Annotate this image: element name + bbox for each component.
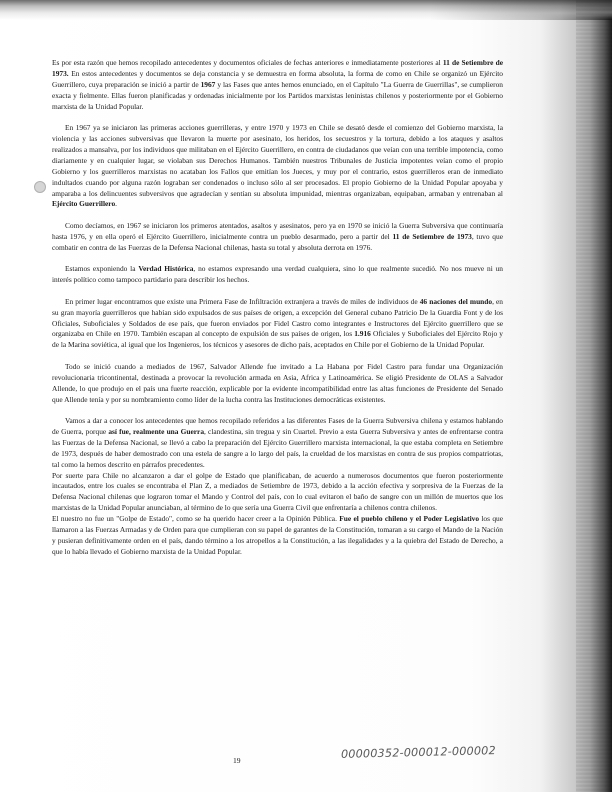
paragraph-5 (52, 297, 503, 352)
punch-hole (34, 181, 46, 193)
page-number: 19 (233, 756, 241, 765)
text-run: Como decíamos, en 1967 se iniciaron los primeros atentados, asaltos y asesinatos, pero ya en 1970 se inició la Guerra Subversiva que continuaría hasta 1976, y en ella operó el Ejército Guerrillero, inicialmente contra un pueblo desarmado, pero a partir del (52, 220, 503, 241)
paragraph-8 (52, 471, 503, 515)
text-run: En estos antecedentes y documentos se deja constancia y se demuestra en forma absoluta, la forma de como en Chile se organizó un Ejército Guerrillero, cuya preparación se inició a partir de (52, 68, 503, 89)
text-run: En primer lugar encontramos que existe una Primera Fase de Infiltración extranjera a través de miles de individuos de (65, 296, 420, 306)
paragraph-1 (52, 58, 503, 113)
text-run: , clandestina, sin tregua y sin Cuartel. Previo a esta Guerra Subversiva y antes de enfrentarse contra las Fuerzas de la Defensa Nacional, se llevó a cabo la preparación del Ejército Guerrillero marxista internacional, la que estaba completa en Setiembre de 1973, después de haber demostrado con una estela de sangre a lo largo del país, la crueldad de los marxistas en contra de sus propios compatriotas, tal como la hemos descrito en párrafos precedentes. (52, 426, 504, 469)
bold-text: 11 de Setiembre de 1973. (52, 58, 504, 78)
scan-top-shadow (0, 0, 612, 20)
text-run: Es por esta razón que hemos recopilado antecedentes y documentos oficiales de fechas anteriores e inmediatamente posteriores al (52, 58, 443, 67)
body-text (52, 58, 503, 558)
text-run: . (115, 199, 117, 209)
text-run: Todo se inició cuando a mediados de 1967, Salvador Allende fue invitado a La Habana por Fidel Castro para fundar una Organización revolucionaria tricontinental, destinada a provocar la revolución armada en Asia, Africa y Latinoamérica. Se eligió Presidente de OLAS a Salvador Allende, lo que produjo en el país una fuerte reacción, explicable por la evidente incompatibilidad entre las altas funciones de Presidente del Senado que Allende tenía y por su nombramiento como líder de la lucha contra las Instituciones democráticas existentes. (52, 361, 503, 404)
text-run: Vamos a dar a conocer los antecedentes que hemos recopilado referidos a las diferentes Fases de la Guerra Subversiva chilena y estamos hablando de Guerra, porque (52, 416, 503, 436)
bold-text: 11 de Setiembre de 1973 (392, 231, 472, 241)
text-run: , no estamos expresando una verdad cualquiera, sino lo que realmente sucedió. No nos mueve ni un interés político como tampoco partidario para describir los hechos. (52, 264, 503, 285)
text-run: los que llamaron a las Fuerzas Armadas y de Orden para que cumplieran con su papel de garantes de la Constitución, tomaran a su cargo el Mando de la Nación y pusieran definitivamente orden en el país, dando término a los atropellos a la Constitución, a las ilegalidades y a la quiebra del Estado de Derecho, a que lo había llevado el Gobierno marxista de la Unidad Popular. (52, 514, 503, 556)
scan-right-edge (576, 0, 612, 792)
paragraph-6 (52, 362, 503, 406)
paragraph-7 (52, 416, 503, 471)
bold-text: Verdad Histórica (138, 264, 194, 274)
paragraph-3 (52, 221, 503, 254)
paragraph-9 (52, 514, 503, 558)
document-stamp: 00000352-000012-000002 (340, 744, 496, 761)
text-run: Estamos exponiendo la (65, 264, 139, 274)
bold-text: 1967 (200, 79, 216, 89)
bold-text: Fue el pueblo chileno y el Poder Legislativo (339, 514, 480, 524)
paragraph-4 (52, 264, 503, 286)
text-run: Oficiales y Suboficiales del Ejército Rojo y de la Marina soviética, al igual que los Ingenieros, los técnicos y asesores de dicho país, aceptados en Chile por el Gobierno de la Unidad Popular. (52, 329, 503, 350)
text-run: , en su gran mayoría guerrilleros que habían sido expulsados de sus países de origen, a excepción del General cubano Patricio De la Guardia Font y de los Oficiales, Suboficiales y Soldados de ese país, que fueron enviados por Fidel Castro como integrantes e Instructores del Ejército guerrillero que se organizaba en Chile en 1970. También escapan al concepto de expulsión de sus países de origen, los (52, 296, 503, 339)
bold-text: 46 naciones del mundo (419, 296, 493, 306)
text-run: y las Fases que antes hemos enunciado, en el Capítulo "La Guerra de Guerrillas", se cumplieron exacta y fielmente. Ellas fueron planificadas y ordenadas inicialmente por los Partidos marxistas leninistas chilenos y posteriormente por el Gobierno marxista de la Unidad Popular. (52, 79, 503, 111)
text-run: El nuestro no fue un "Golpe de Estado", como se ha querido hacer creer a la Opinión Pública. (52, 514, 340, 524)
text-run: Por suerte para Chile no alcanzaron a dar el golpe de Estado que planificaban, de acuerdo a numerosos documentos que fueron posteriormente incautados, entre los cuales se encontraba el Plan Z, a mediados de Setiembre de 1973, debido a la acción efectiva y sorpresiva de la Fuerzas de la Defensa Nacional chilenas que lograron tomar el Mando y Control del país, con lo cual evitaron el baño de sangre con un millón de muertos que los marxistas de la Unidad Popular anunciaban, al término de lo que sería una Guerra Civil que enfrentaría a chilenos contra chilenos. (52, 470, 503, 513)
text-run: En 1967 ya se iniciaron las primeras acciones guerrilleras, y entre 1970 y 1973 en Chile se desató desde el comienzo del Gobierno marxista, la violencia y las acciones subversivas que llevaron la muerte por asesinato, los heridos, los secuestros y la tortura, debido a los ataques y asaltos realizados a mansalva, por los individuos que militaban en el Ejército Guerrillero, en contra de ciudadanos que veían con una terrible impotencia, como diariamente y en cualquier lugar, se violaban sus Derechos Humanos. También nuestros Tribunales de Justicia impotentes veían como el propio Gobierno y los guerrilleros marxistas no acataban los Fallos que emitían los Jueces, y muy por el contrario, estos guerrilleros eran de inmediato indultados cuando por alguna razón lograban ser condenados o incluso sólo al ser procesados. El propio Gobierno de la Unidad Popular apoyaba y amparaba a los delincuentes subversivos que agradecían y sentían su absoluta impunidad, mientras organizaban, equipaban, armaban y entrenaban al (52, 123, 503, 198)
bold-text: 1.916 (354, 329, 371, 339)
bold-text: así fue, realmente una Guerra (108, 426, 205, 436)
text-run: , tuvo que combatir en contra de las Fuerzas de la Defensa Nacional chilenas, hasta su total y absoluta derrota en 1976. (52, 231, 503, 252)
paragraph-2 (52, 123, 503, 210)
bold-text: Ejército Guerrillero (52, 199, 116, 209)
